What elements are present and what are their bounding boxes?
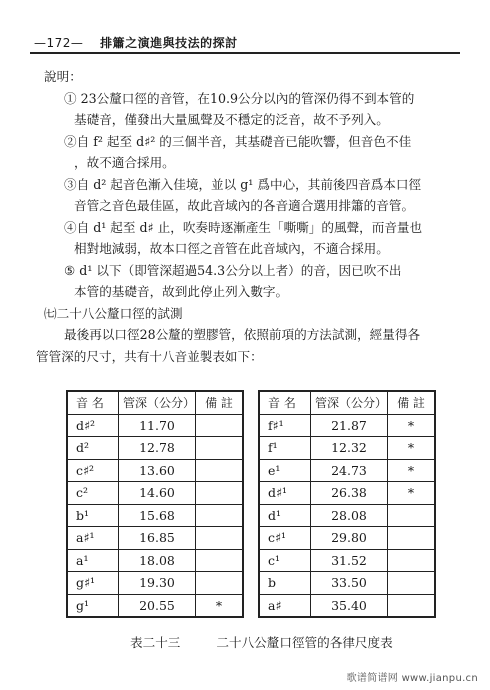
remark-cell <box>196 414 244 437</box>
table-row <box>67 504 243 527</box>
header-remark: 備 註 <box>196 391 244 414</box>
note-name-cell: c♯² <box>67 459 119 482</box>
note-4-line-2: 相對地減弱，故本口徑之音管在此音域內，不適合採用。 <box>74 241 389 256</box>
page-number: —172— <box>34 36 84 50</box>
header-rule <box>30 52 460 54</box>
remark-cell <box>196 527 244 550</box>
table-row <box>67 549 243 572</box>
note-2-line-2: ，故不適合採用。 <box>74 155 175 170</box>
header-name: 音 名 <box>259 391 311 414</box>
table-row <box>259 549 435 572</box>
note-name-cell: g¹ <box>67 594 119 617</box>
remark-cell: * <box>388 414 436 437</box>
depth-cell: 16.85 <box>119 527 196 550</box>
depth-cell: 33.50 <box>311 572 388 595</box>
depth-cell: 24.73 <box>311 459 388 482</box>
body-text <box>36 66 458 367</box>
table-caption <box>130 632 393 651</box>
caption-text: 二十八公釐口徑管的各律尺度表 <box>216 635 393 650</box>
section-heading: ㈦二十八公釐口徑的試測 <box>44 305 183 321</box>
table-row <box>259 504 435 527</box>
depth-cell: 28.08 <box>311 504 388 527</box>
note-name-cell: d♯¹ <box>259 482 311 505</box>
depth-cell: 21.87 <box>311 414 388 437</box>
depth-cell: 11.70 <box>119 414 196 437</box>
table-row <box>67 437 243 460</box>
measurement-table-right <box>258 390 436 618</box>
header-depth: 管深（公分） <box>311 391 388 414</box>
notes-heading: 說明： <box>44 69 82 84</box>
note-4-line-1: ④自 d¹ 起至 d♯ 止，吹奏時逐漸產生「嘶嘶」的風聲，而音量也 <box>64 219 423 235</box>
note-name-cell: f♯¹ <box>259 414 311 437</box>
depth-cell: 31.52 <box>311 549 388 572</box>
remark-cell: * <box>388 482 436 505</box>
remark-cell: * <box>388 437 436 460</box>
section-para-line-2: 管管深的尺寸，共有十八音並製表如下： <box>36 348 263 364</box>
remark-cell <box>388 527 436 550</box>
running-title: 排簫之演進與技法的探討 <box>100 36 238 50</box>
note-name-cell: f¹ <box>259 437 311 460</box>
watermark: 歌谱简谱网 www.jianpu.cn <box>346 673 478 684</box>
table-row <box>259 572 435 595</box>
note-5-line-2: 本管的基礎音，故到此停止列入數字。 <box>74 284 289 299</box>
table-row <box>259 414 435 437</box>
note-name-cell: g♯¹ <box>67 572 119 595</box>
note-name-cell: c♯¹ <box>259 527 311 550</box>
table-row <box>67 459 243 482</box>
table-row <box>67 527 243 550</box>
note-1-line-1: ① 23公釐口徑的音管，在10.9公分以內的管深仍得不到本管的 <box>64 90 415 106</box>
note-name-cell: a♯ <box>259 594 311 617</box>
remark-cell <box>196 459 244 482</box>
remark-cell <box>196 482 244 505</box>
note-name-cell: c¹ <box>259 549 311 572</box>
table-row <box>259 594 435 617</box>
remark-cell <box>388 594 436 617</box>
section-para-line-1: 最後再以口徑28公釐的塑膠管，依照前項的方法試測，經量得各 <box>64 327 421 342</box>
depth-cell: 19.30 <box>119 572 196 595</box>
depth-cell: 14.60 <box>119 482 196 505</box>
depth-cell: 13.60 <box>119 459 196 482</box>
header-name: 音 名 <box>67 391 119 414</box>
page-header <box>34 34 454 51</box>
note-3-line-1: ③自 d² 起音色漸入佳境，並以 g¹ 爲中心，其前後四音爲本口徑 <box>64 176 422 192</box>
note-3-line-2: 音管之音色最佳區，故此音域內的各音適合選用排簫的音管。 <box>74 198 415 213</box>
depth-cell: 29.80 <box>311 527 388 550</box>
note-name-cell: d² <box>67 437 119 460</box>
table-row <box>67 594 243 617</box>
table-row <box>259 527 435 550</box>
remark-cell <box>388 549 436 572</box>
header-depth: 管深（公分） <box>119 391 196 414</box>
remark-cell <box>196 572 244 595</box>
note-name-cell: b <box>259 572 311 595</box>
remark-cell: * <box>196 594 244 617</box>
header-remark: 備 註 <box>388 391 436 414</box>
note-name-cell: b¹ <box>67 504 119 527</box>
table-row <box>259 482 435 505</box>
table-row <box>67 482 243 505</box>
remark-cell <box>388 572 436 595</box>
note-5-line-1: ⑤ d¹ 以下（即管深超過54.3公分以上者）的音，因已吹不出 <box>64 262 402 278</box>
depth-cell: 35.40 <box>311 594 388 617</box>
remark-cell <box>196 549 244 572</box>
table-row <box>259 459 435 482</box>
table-header-row <box>67 391 243 414</box>
depth-cell: 12.32 <box>311 437 388 460</box>
table-row <box>259 437 435 460</box>
note-name-cell: a♯¹ <box>67 527 119 550</box>
note-name-cell: a¹ <box>67 549 119 572</box>
depth-cell: 18.08 <box>119 549 196 572</box>
note-2-line-1: ②自 f² 起至 d♯² 的三個半音，其基礎音已能吹響，但音色不佳 <box>64 133 412 149</box>
note-name-cell: c² <box>67 482 119 505</box>
remark-cell <box>196 504 244 527</box>
remark-cell <box>196 437 244 460</box>
remark-cell <box>388 504 436 527</box>
depth-cell: 20.55 <box>119 594 196 617</box>
table-header-row <box>259 391 435 414</box>
note-name-cell: d¹ <box>259 504 311 527</box>
note-name-cell: d♯² <box>67 414 119 437</box>
depth-cell: 15.68 <box>119 504 196 527</box>
depth-cell: 26.38 <box>311 482 388 505</box>
table-row <box>67 572 243 595</box>
measurement-table-left <box>66 390 244 618</box>
note-name-cell: e¹ <box>259 459 311 482</box>
caption-label: 表二十三 <box>130 635 181 650</box>
remark-cell: * <box>388 459 436 482</box>
table-row <box>67 414 243 437</box>
depth-cell: 12.78 <box>119 437 196 460</box>
note-1-line-2: 基礎音，僅發出大量風聲及不穩定的泛音，故不予列入。 <box>74 112 389 127</box>
